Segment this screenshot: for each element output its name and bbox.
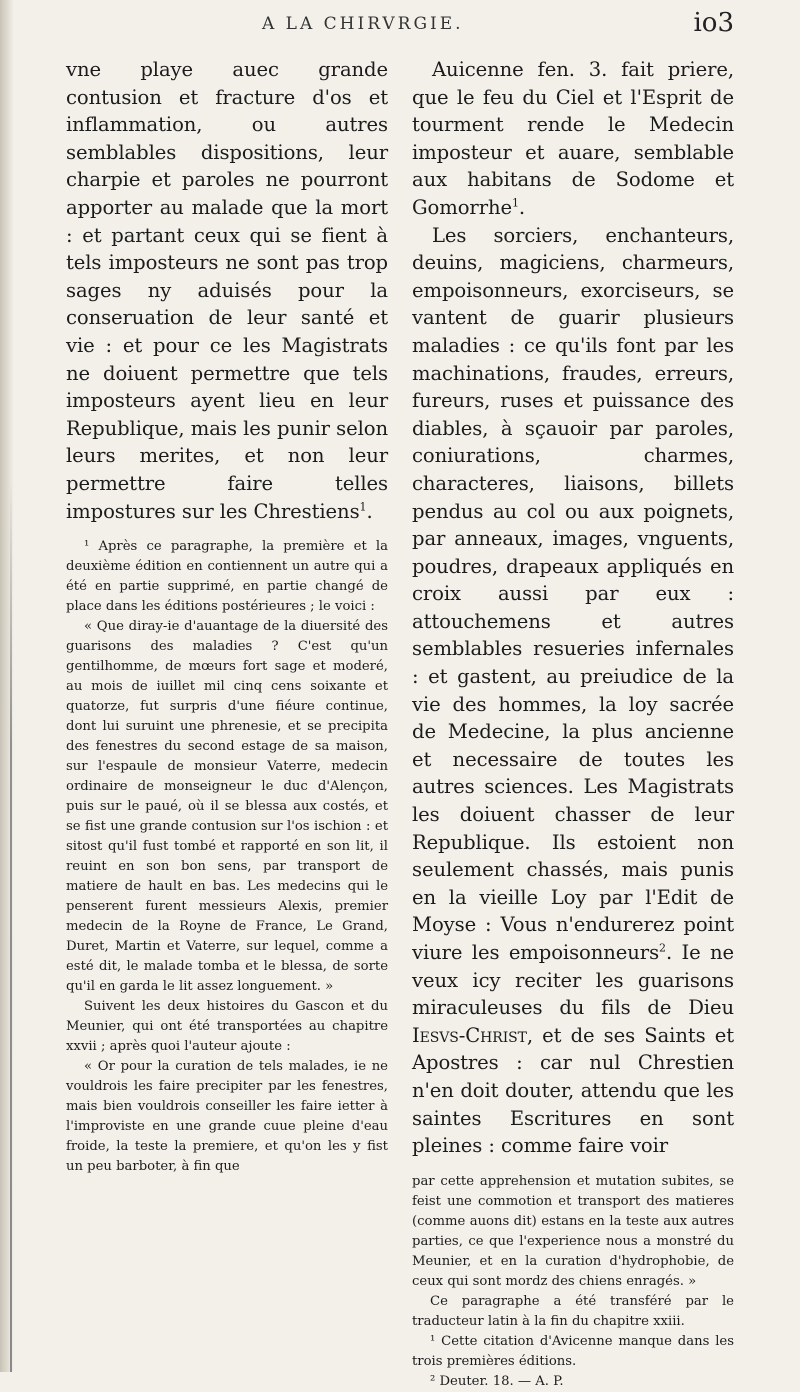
note-ref: 1 bbox=[359, 499, 367, 513]
footnote: « Or pour la curation de tels malades, ie ne vouldrois les faire precipiter par les fenestres, mais bien vouldrois conseiller les faire ietter à l'improviste en une grande cuue pleine d'eau froide, la teste la premiere, et qu'on les y fist un peu barboter, à fin que bbox=[66, 1059, 388, 1175]
left-column bbox=[66, 56, 388, 1177]
note-ref: 1 bbox=[511, 196, 519, 210]
footnote: ¹ Cette citation d'Avicenne manque dans les trois premières éditions. bbox=[412, 1333, 734, 1369]
footnote: Ce paragraphe a été transféré par le traducteur latin à la fin du chapitre xxiii. bbox=[412, 1293, 734, 1329]
footnote: « Que diray-ie d'auantage de la diuersité des guarisons des maladies ? C'est qu'un gentilhomme, de mœurs fort sage et moderé, au mois de iuillet mil cinq cens soixante et quatorze, fut surpris d'une fiéure continue, dont lui suruint une phrenesie, et se precipita des fenestres du second estage de sa maison, sur l'espaule de monsieur Vaterre, medecin ordinaire de monseigneur le duc d'Alençon, puis sur le paué, où il se blessa aux costés, et se fist une grande contusion sur l'os ischion : et sitost qu'il fust tombé et rapporté en son lit, il reuint en son bon sens, par transport de matiere de hault en bas. Les medecins qui le penserent furent messieurs Alexis, premier medecin de la Royne de France, Le Grand, Duret, Martin et Vaterre, sur lequel, comme a esté dit, le malade tomba et le blessa, de sorte qu'il en garda le lit assez longuement. » bbox=[66, 619, 388, 995]
right-paragraph-2: Les sorciers, enchanteurs, deuins, magiciens, charmeurs, empoisonneurs, exorciseurs, se vantent de guarir plusieurs maladies : ce qu'ils font par les machinations, fraudes, erreurs, fureurs, ruses et puissance des diables, à sçauoir par paroles, coniurations, charmes, characteres, liaisons, billets pendus au col ou aux poignets, par anneaux, images, vnguents, poudres, drapeaux appliqués en croix aussi par eux : attouchemens et autres semblables resueries infernales : et gastent, au preiudice de la vie des hommes, la loy sacrée de Medecine, la plus ancienne et necessaire de toutes les autres sciences. Les Magistrats les doiuent chasser de leur Republique. Ils estoient non seulement chassés, mais punis en la vieille Loy par l'Edit de Moyse : Vous n'endurerez point viure les empoisonneurs$^2$. Ie ne veux icy reciter les guarisons miraculeuses du fils de Dieu Iesvs-Christ, et de ses Saints et Apostres : car nul Chrestien n'en doit douter, attendu que les saintes Escritures en sont pleines : comme faire voir bbox=[412, 223, 734, 1158]
footnote: ¹ Après ce paragraphe, la première et la deuxième édition en contiennent un autre qui a été en partie supprimé, en partie changé de place dans les éditions postérieures ; le voici : bbox=[66, 539, 388, 615]
right-column bbox=[412, 56, 734, 1392]
running-title: A LA CHIRVRGIE. bbox=[262, 14, 464, 34]
page-edge-line bbox=[10, 480, 12, 1372]
footnote-continuation: par cette apprehension et mutation subites, se feist une commotion et transport des matieres (comme auons dit) estans en la teste aux autres parties, ce que l'experience nous a monstré du Meunier, et en la curation d'hydrophobie, de ceux qui sont mordz des chiens enragés. » bbox=[412, 1173, 734, 1289]
right-paragraph-1: Auicenne fen. 3. fait priere, que le feu du Ciel et l'Esprit de tourment rende le Medecin imposteur et auare, semblable aux habitans de Sodome et Gomorrhe$^1$. bbox=[412, 58, 734, 219]
page-number: io3 bbox=[693, 8, 734, 38]
footnote: Suivent les deux histoires du Gascon et du Meunier, qui ont été transportées au chapitre xxvii ; après quoi l'auteur ajoute : bbox=[66, 999, 388, 1055]
left-main-text: vne playe auec grande contusion et fracture d'os et inflammation, ou autres semblables dispositions, leur charpie et paroles ne pourront apporter au malade que la mort : et partant ceux qui se fient à tels imposteurs ne sont pas trop sages ny aduisés pour la conseruation de leur santé et vie : et pour ce les Magistrats ne doiuent permettre que tels imposteurs ayent lieu en leur Republique, mais les punir selon leurs merites, et non leur permettre faire telles impostures sur les Chrestiens$^1$. bbox=[66, 58, 388, 523]
small-caps-name: Iesvs-Christ bbox=[412, 1023, 527, 1047]
page-header bbox=[262, 8, 734, 48]
footnote: ² Deuter. 18. — A. P. bbox=[430, 1373, 564, 1389]
note-ref: 2 bbox=[659, 941, 666, 955]
